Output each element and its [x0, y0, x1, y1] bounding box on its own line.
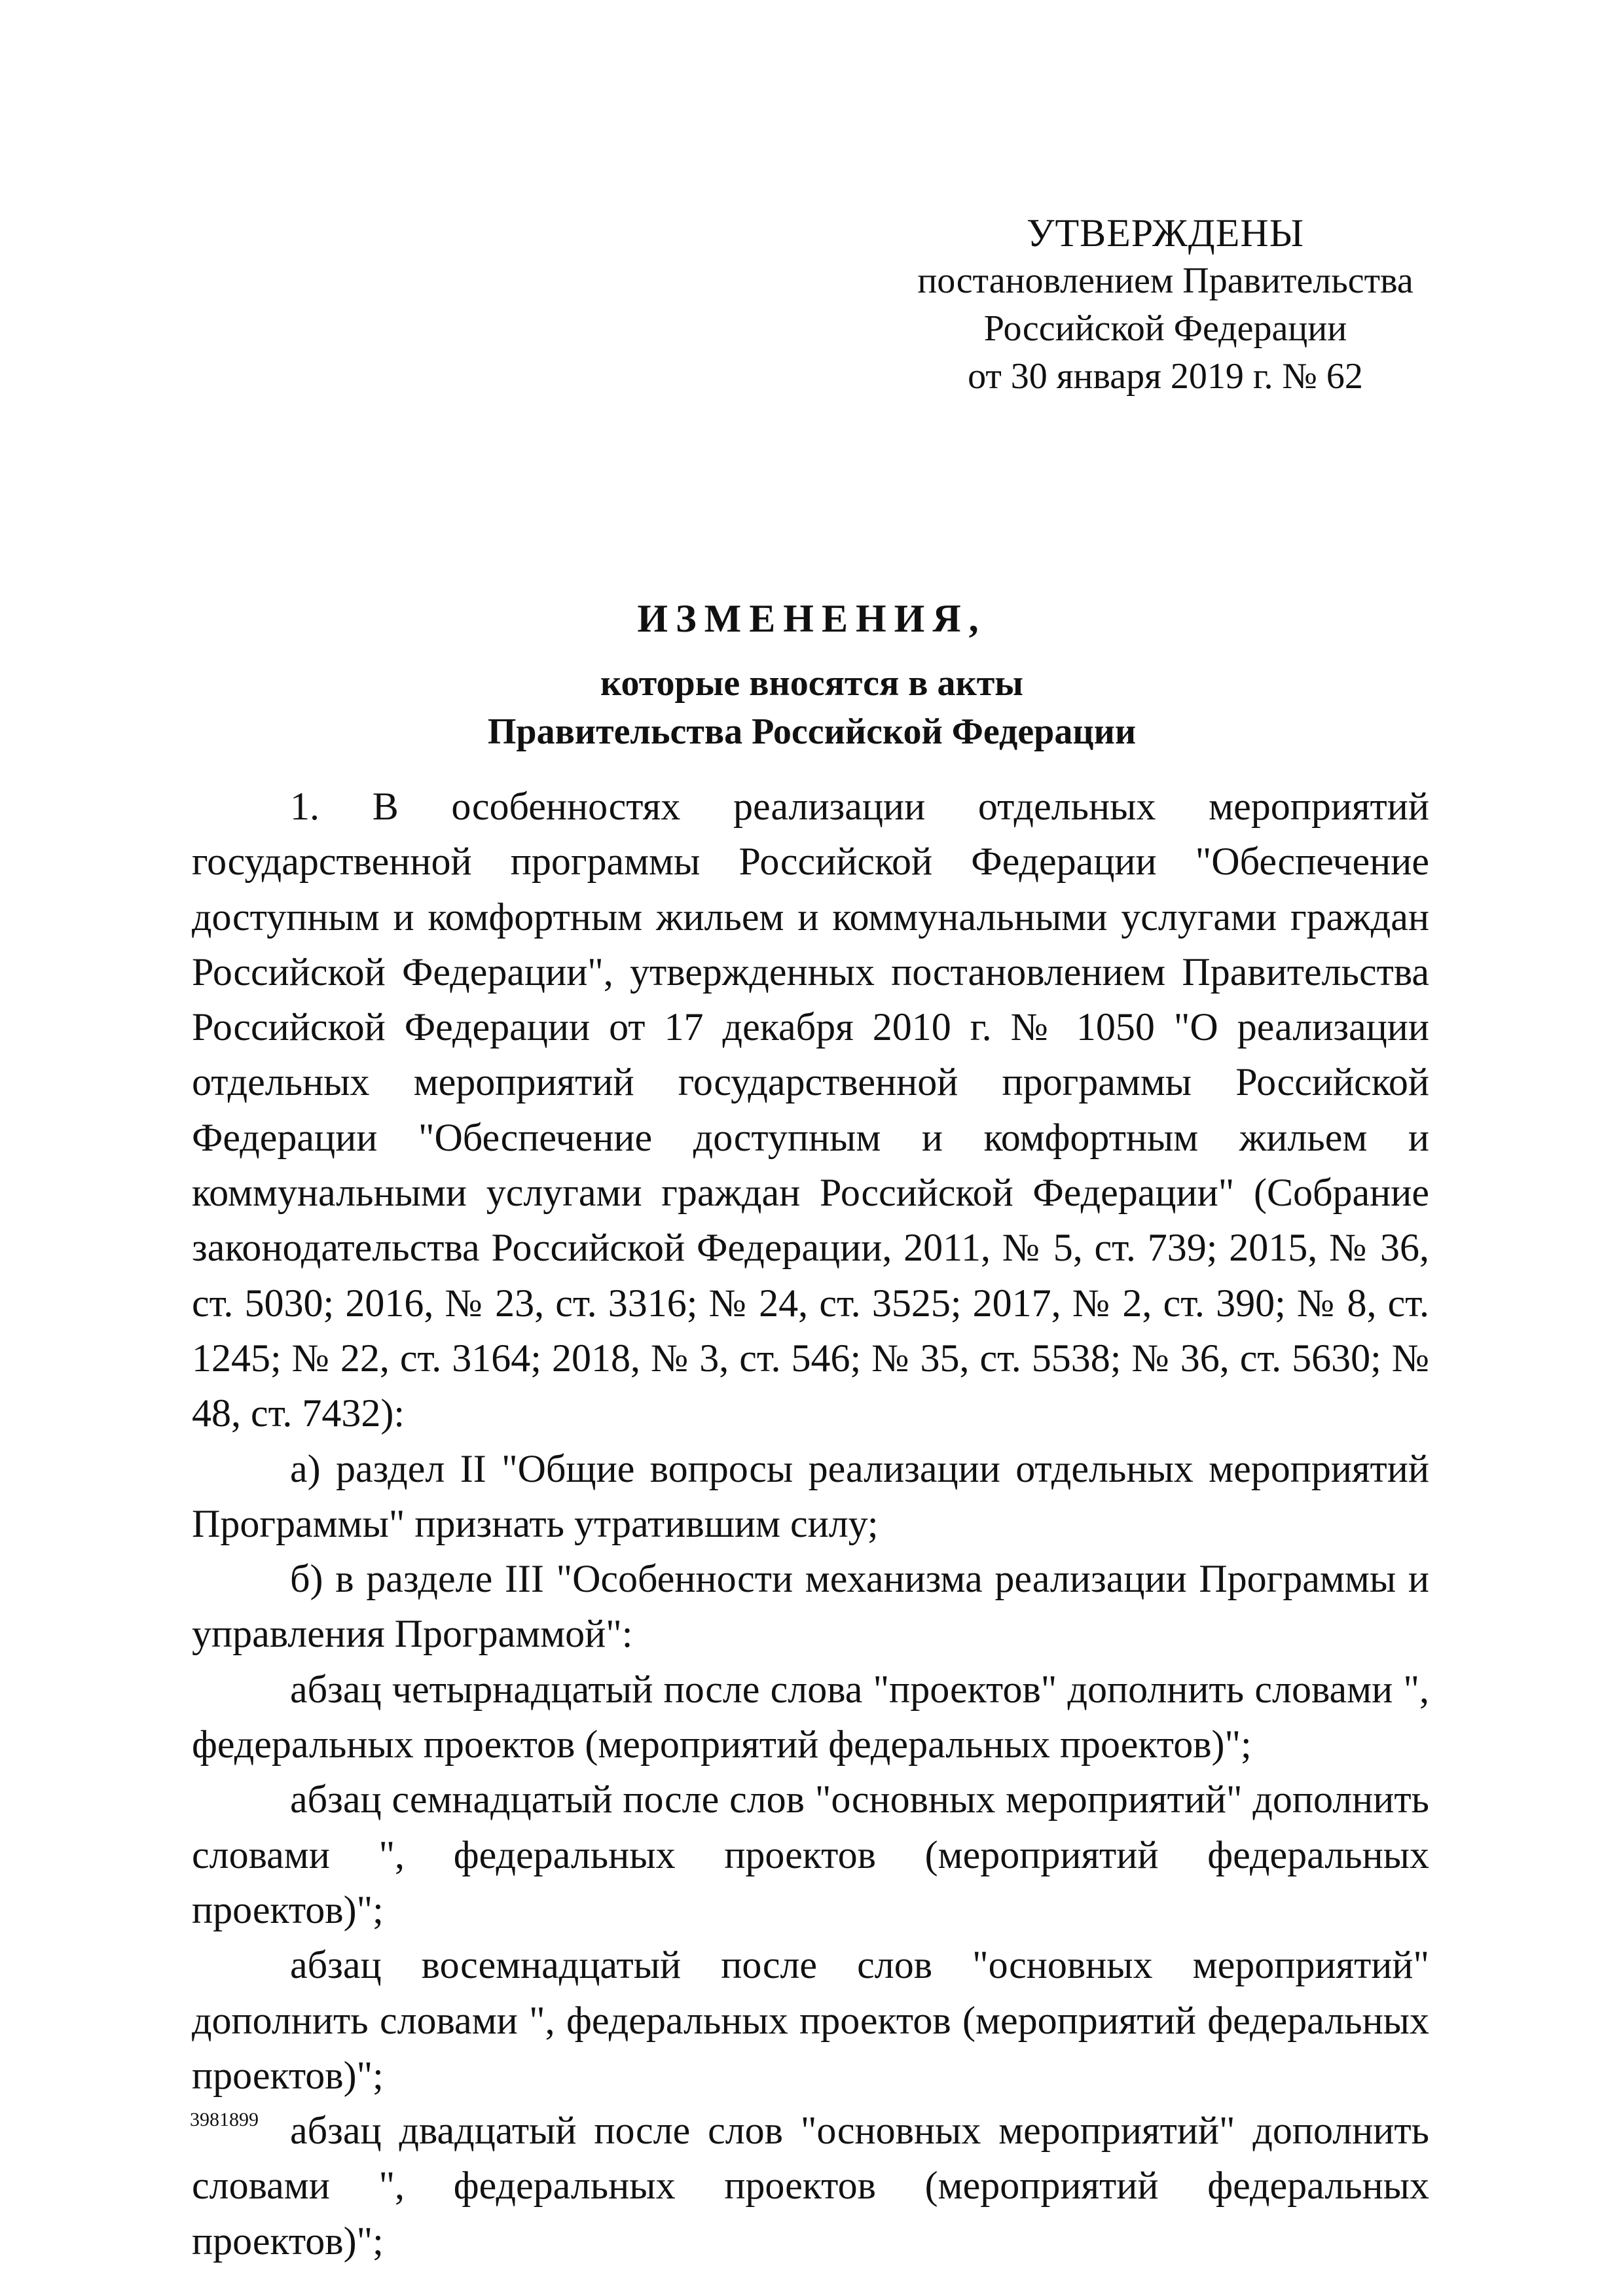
- approval-stamp: [897, 209, 1434, 401]
- paragraph-subitem-b: б) в разделе III "Особенности механизма реализации Программы и управления Программой":: [192, 1557, 1429, 1656]
- approval-line-2: Российской Федерации: [983, 308, 1347, 349]
- document-subtitle: [190, 659, 1434, 756]
- document-title-block: [190, 592, 1434, 756]
- document-body: [192, 779, 1429, 2269]
- paragraph-abzac-14: абзац четырнадцатый после слова "проектов" дополнить словами ", федеральных проектов (мероприятий федеральных проектов)";: [192, 1667, 1429, 1767]
- subtitle-line-2: Правительства Российской Федерации: [487, 711, 1137, 752]
- approval-line-1: постановлением Правительства: [917, 260, 1413, 301]
- paragraph-subitem-a: а) раздел II "Общие вопросы реализации отдельных мероприятий Программы" признать утратившим силу;: [192, 1446, 1429, 1545]
- paragraph-abzac-18: абзац восемнадцатый после слов "основных мероприятий" дополнить словами ", федеральных проектов (мероприятий федеральных проектов)";: [192, 1943, 1429, 2097]
- approval-line-3: от 30 января 2019 г. № 62: [968, 356, 1363, 397]
- subtitle-line-1: которые вносятся в акты: [600, 663, 1024, 704]
- paragraph-abzac-20: абзац двадцатый после слов "основных мероприятий" дополнить словами ", федеральных проектов (мероприятий федеральных проектов)";: [192, 2109, 1429, 2263]
- document-title: ИЗМЕНЕНИЯ,: [637, 597, 987, 640]
- approval-heading: УТВЕРЖДЕНЫ: [1026, 211, 1305, 255]
- paragraph-item-1: 1. В особенностях реализации отдельных мероприятий государственной программы Российской Федерации "Обеспечение доступным и комфортным жильем и коммунальными услугами граждан Российской Федерации", утвержденных постановлением Правительства Российской Федерации от 17 декабря 2010 г. № 1050 "О реализации отдельных мероприятий государственной программы Российской Федерации "Обеспечение доступным и комфортным жильем и коммунальными услугами граждан Российской Федерации" (Собрание законодательства Российской Федерации, 2011, № 5, ст. 739; 2015, № 36, ст. 5030; 2016, № 23, ст. 3316; № 24, ст. 3525; 2017, № 2, ст. 390; № 8, ст. 1245; № 22, ст. 3164; 2018, № 3, ст. 546; № 35, ст. 5538; № 36, ст. 5630; № 48, ст. 7432):: [192, 785, 1429, 1435]
- paragraph-abzac-17: абзац семнадцатый после слов "основных мероприятий" дополнить словами ", федеральных проектов (мероприятий федеральных проектов)";: [192, 1778, 1429, 1931]
- document-code: 3981899: [190, 2109, 259, 2130]
